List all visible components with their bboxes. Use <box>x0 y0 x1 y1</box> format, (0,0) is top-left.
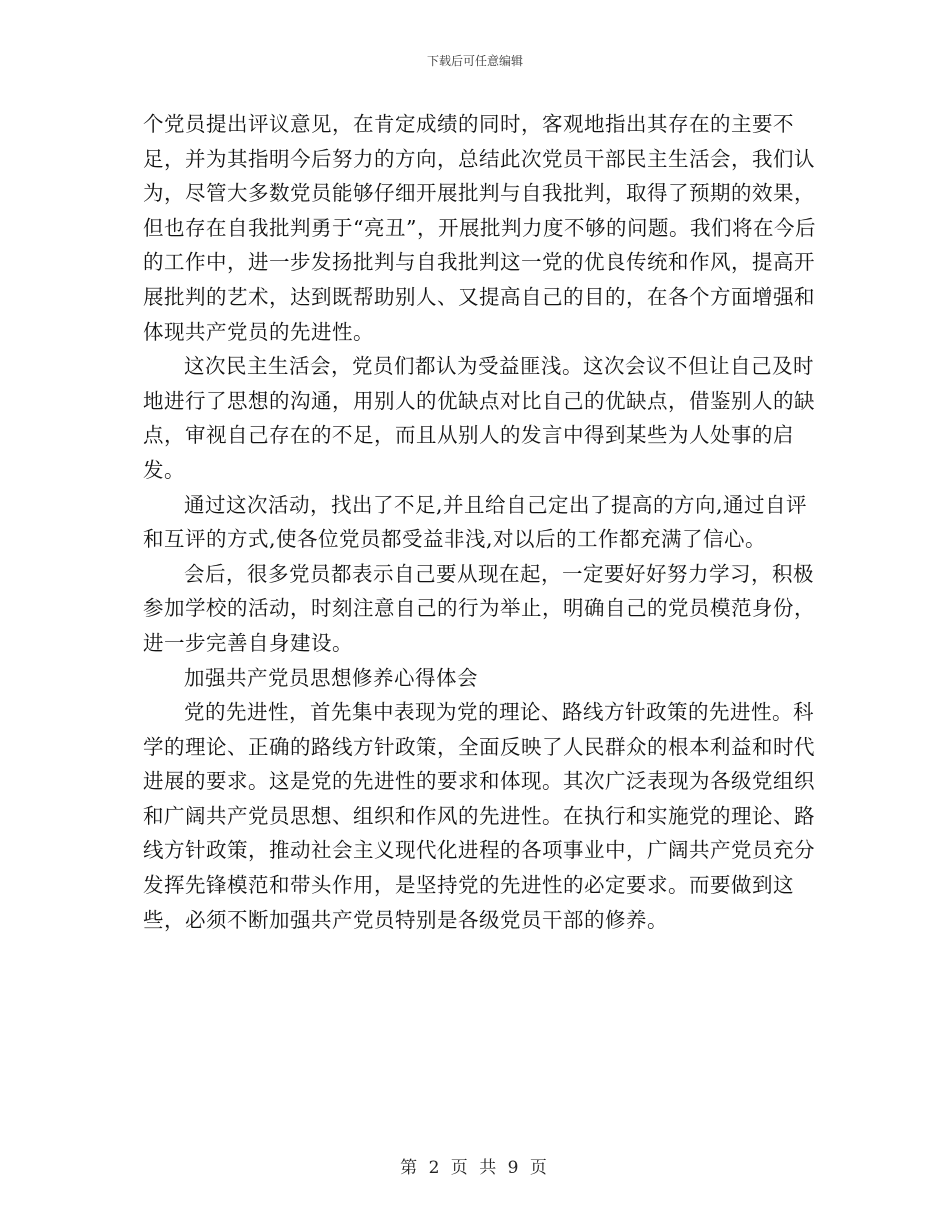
document-body <box>143 107 823 937</box>
page-number: 第 2 页 共 9 页 <box>400 1158 550 1178</box>
paragraph-3: 通过这次活动，找出了不足,并且给自己定出了提高的方向,通过自评和互评的方式,使各位党员都受益非浅,对以后的工作都充满了信心。 <box>143 492 808 552</box>
paragraph-6: 党的先进性，首先集中表现为党的理论、路线方针政策的先进性。科学的理论、正确的路线方针政策，全面反映了人民群众的根本利益和时代进展的要求。这是党的先进性的要求和体现。其次广泛表现为各级党组织和广阔共产党员思想、组织和作风的先进性。在执行和实施党的理论、路线方针政策，推动社会主义现代化进程的各项事业中，广阔共产党员充分发挥先锋模范和带头作用，是坚持党的先进性的必定要求。而要做到这些，必须不断加强共产党员特别是各级党员干部的修养。 <box>143 700 815 932</box>
paragraph-4: 会后，很多党员都表示自己要从现在起，一定要好好努力学习，积极参加学校的活动，时刻注意自己的行为举止，明确自己的党员模范身份，进一步完善自身建设。 <box>143 561 815 655</box>
page-header: 下载后可任意编辑 <box>426 54 523 68</box>
paragraph-2: 这次民主生活会，党员们都认为受益匪浅。这次会议不但让自己及时地进行了思想的沟通，用别人的优缺点对比自己的优缺点，借鉴别人的缺点，审视自己存在的不足，而且从别人的发言中得到某些为人处事的启发。 <box>143 354 815 482</box>
paragraph-1: 个党员提出评议意见，在肯定成绩的同时，客观地指出其存在的主要不足，并为其指明今后努力的方向，总结此次党员干部民主生活会，我们认为，尽管大多数党员能够仔细开展批判与自我批判，取得了预期的效果，但也存在自我批判勇于“亮丑”，开展批判力度不够的问题。我们将在今后的工作中，进一步发扬批判与自我批判这一党的优良传统和作风，提高开展批判的艺术，达到既帮助别人、又提高自己的目的，在各个方面增强和体现共产党员的先进性。 <box>143 112 816 344</box>
section-title: 加强共产党员思想修养心得体会 <box>184 665 478 690</box>
